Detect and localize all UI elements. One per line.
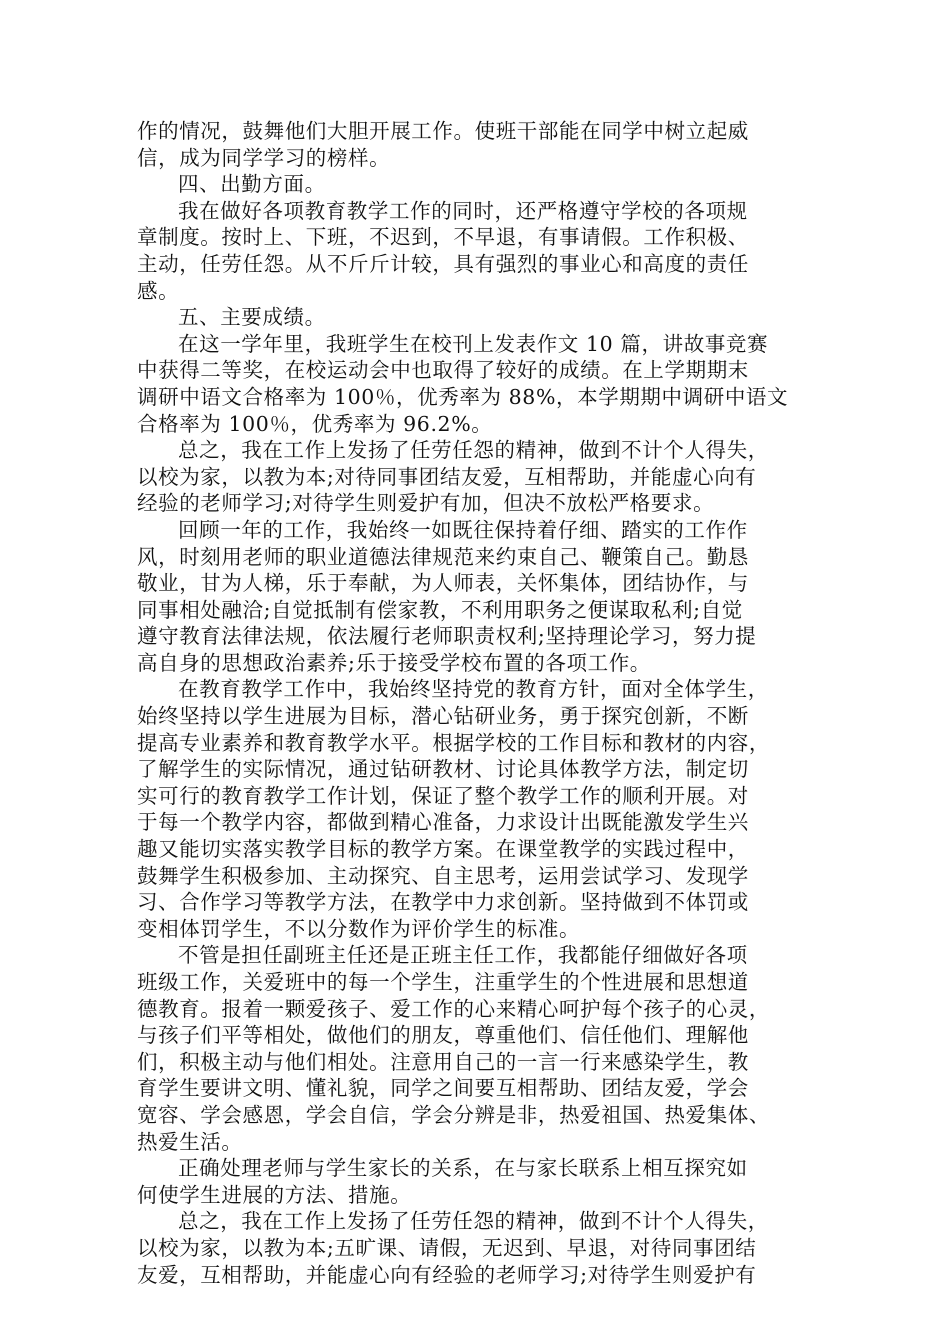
text-line: 习、合作学习等教学方法，在教学中力求创新。坚持做到不体罚或 <box>137 890 749 915</box>
text-line: 与孩子们平等相处，做他们的朋友，尊重他们、信任他们、理解他 <box>137 1023 749 1048</box>
text-line: 们，积极主动与他们相处。注意用自己的一言一行来感染学生，教 <box>137 1049 749 1074</box>
text-line: 我在做好各项教育教学工作的同时，还严格遵守学校的各项规 <box>178 198 748 223</box>
text-line: 于每一个教学内容，都做到精心准备，力求设计出既能激发学生兴 <box>137 810 749 835</box>
text-line: 感。 <box>137 278 180 303</box>
text-line: 变相体罚学生，不以分数作为评价学生的标准。 <box>137 916 581 941</box>
text-line: 德教育。报着一颗爱孩子、爱工作的心来精心呵护每个孩子的心灵， <box>137 996 770 1021</box>
text-line: 作的情况，鼓舞他们大胆开展工作。使班干部能在同学中树立起威 <box>137 119 749 143</box>
text-line: 热爱生活。 <box>137 1129 243 1154</box>
text-line: 不管是担任副班主任还是正班主任工作，我都能仔细做好各项 <box>178 943 748 968</box>
text-line: 调研中语文合格率为 100％，优秀率为 88%，本学期期中调研中语文 <box>137 384 789 409</box>
text-line: 回顾一年的工作，我始终一如既往保持着仔细、踏实的工作作 <box>178 517 748 542</box>
text-line: 宽容、学会感恩，学会自信，学会分辨是非，热爱祖国、热爱集体、 <box>137 1102 770 1127</box>
text-line: 实可行的教育教学工作计划，保证了整个教学工作的顺利开展。对 <box>137 783 749 808</box>
text-line: 同事相处融洽;自觉抵制有偿家教，不利用职务之便谋取私利;自觉 <box>137 597 743 622</box>
text-line: 中获得二等奖，在校运动会中也取得了较好的成绩。在上学期期末 <box>137 358 749 383</box>
text-line: 在这一学年里，我班学生在校刊上发表作文 10 篇，讲故事竞赛 <box>178 331 769 356</box>
text-line: 提高专业素养和教育教学水平。根据学校的工作目标和教材的内容， <box>137 730 770 755</box>
text-line: 信，成为同学学习的榜样。 <box>137 145 391 170</box>
text-line: 正确处理老师与学生家长的关系，在与家长联系上相互探究如 <box>178 1156 748 1181</box>
text-line: 合格率为 100％，优秀率为 96.2%。 <box>137 411 493 436</box>
text-line: 以校为家，以教为本;对待同事团结友爱，互相帮助，并能虚心向有 <box>137 464 757 489</box>
text-line: 经验的老师学习;对待学生则爱护有加，但决不放松严格要求。 <box>137 491 715 516</box>
text-line: 育学生要讲文明、懂礼貌，同学之间要互相帮助、团结友爱，学会 <box>137 1076 749 1101</box>
document-body <box>137 118 827 1288</box>
text-line: 何使学生进展的方法、措施。 <box>137 1182 412 1207</box>
text-line: 总之，我在工作上发扬了任劳任怨的精神，做到不计个人得失， <box>178 1209 769 1234</box>
text-line: 总之，我在工作上发扬了任劳任怨的精神，做到不计个人得失， <box>178 438 769 463</box>
text-line: 趣又能切实落实教学目标的教学方案。在课堂教学的实践过程中， <box>137 837 749 862</box>
text-line: 始终坚持以学生进展为目标，潜心钻研业务，勇于探究创新，不断 <box>137 704 749 729</box>
text-line: 主动，任劳任怨。从不斤斤计较，具有强烈的事业心和高度的责任 <box>137 251 749 276</box>
text-line: 班级工作，关爱班中的每一个学生，注重学生的个性进展和思想道 <box>137 970 749 994</box>
text-line: 了解学生的实际情况，通过钻研教材、讨论具体教学方法，制定切 <box>137 757 749 782</box>
text-line: 遵守教育法律法规，依法履行老师职责权利;坚持理论学习，努力提 <box>137 624 757 649</box>
text-line: 四、出勤方面。 <box>178 172 326 197</box>
text-line: 友爱，互相帮助，并能虚心向有经验的老师学习;对待学生则爱护有 <box>137 1262 757 1287</box>
text-line: 风，时刻用老师的职业道德法律规范来约束自己、鞭策自己。勤恳 <box>137 544 749 569</box>
text-line: 鼓舞学生积极参加、主动探究、自主思考，运用尝试学习、发现学 <box>137 863 749 888</box>
text-line: 五、主要成绩。 <box>178 305 326 330</box>
text-line: 以校为家，以教为本;五旷课、请假，无迟到、早退，对待同事团结 <box>137 1235 757 1260</box>
text-line: 敬业，甘为人梯，乐于奉献，为人师表，关怀集体，团结协作，与 <box>137 571 749 596</box>
text-lines <box>137 118 827 1288</box>
text-line: 高自身的思想政治素养;乐于接受学校布置的各项工作。 <box>137 650 651 675</box>
text-line: 章制度。按时上、下班，不迟到，不早退，有事请假。工作积极、 <box>137 225 749 250</box>
text-line: 在教育教学工作中，我始终坚持党的教育方针，面对全体学生， <box>178 677 769 702</box>
